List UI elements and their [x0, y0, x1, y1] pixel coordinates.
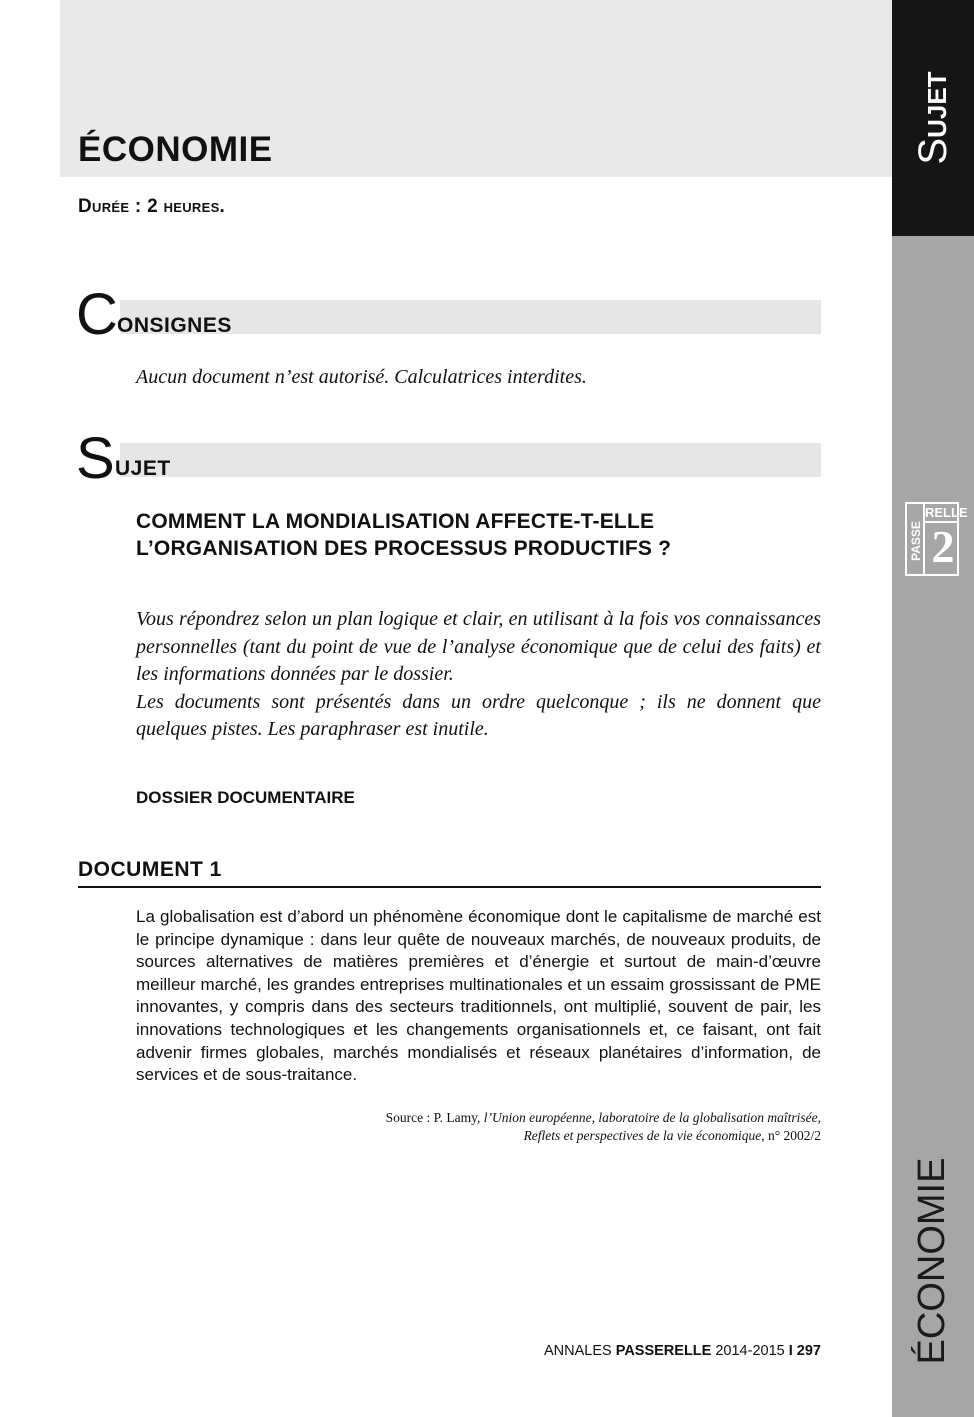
footer-separator: I	[788, 1343, 793, 1359]
instructions	[136, 606, 821, 744]
question-line-1: COMMENT LA MONDIALISATION AFFECTE-T-ELLE	[136, 510, 655, 533]
page-footer	[544, 1343, 821, 1359]
source-journal: Reflets et perspectives de la vie économique	[523, 1128, 762, 1143]
sidebar-sujet-label	[911, 38, 955, 198]
question-line-2: L’ORGANISATION DES PROCESSUS PRODUCTIFS ?	[136, 537, 672, 560]
page-title: ÉCONOMIE	[78, 130, 273, 169]
sidebar-sujet-rest: UJET	[922, 71, 952, 138]
footer-years: 2014-2015	[711, 1343, 789, 1359]
sidebar-sujet-initial: S	[911, 137, 955, 165]
consignes-initial: C	[76, 282, 118, 347]
document-1-heading: DOCUMENT 1	[78, 858, 821, 888]
subject-question	[136, 508, 836, 562]
sujet-initial: S	[76, 426, 115, 491]
consignes-heading: ONSIGNES	[117, 314, 232, 337]
document-1-source	[261, 1109, 821, 1145]
source-separator: ,	[817, 1110, 821, 1125]
passerelle-logo	[905, 502, 968, 576]
source-title: l’Union européenne, laboratoire de la globalisation maîtrisée	[483, 1110, 818, 1125]
sidebar-economie-label: ÉCONOMIE	[911, 1157, 953, 1365]
page-number: 297	[792, 1343, 821, 1359]
document-1-text: La globalisation est d’abord un phénomène économique dont le capitalisme de marché est le principe dynamique : dans leur quête de nouveaux marchés, de nouveaux produits, de sources alternatives de matières premières et d’énergie et surtout de main-d’œuvre meilleur marché, les grandes entreprises multinationales et un essaim grossissant de PME innovantes, y compris dans des secteurs traditionnels, ont multiplié, souvent de pair, les innovations technologiques et les changements organisationnels et, ce faisant, ont fait advenir firmes globales, marchés mondialisés et réseaux planétaires d’information, de services et de sous-traitance.	[136, 907, 821, 1085]
instructions-paragraph-2: Les documents sont présentés dans un ordre quelconque ; ils ne donnent que quelques pistes. Les paraphraser est inutile.	[136, 690, 821, 740]
sujet-heading: UJET	[115, 457, 171, 480]
logo-passe: PASSE	[909, 521, 923, 561]
dossier-label: DOSSIER DOCUMENTAIRE	[136, 788, 355, 807]
consignes-text: Aucun document n’est autorisé. Calculatrices interdites.	[136, 366, 587, 388]
footer-annales: ANNALES	[543, 1343, 616, 1359]
instructions-paragraph-1: Vous répondrez selon un plan logique et clair, en utilisant à la fois vos connaissances personnelles (tant du point de vue de l’analyse économique que de celui des faits) et les informations données par le dossier.	[136, 608, 821, 685]
footer-brand: PASSERELLE	[615, 1343, 712, 1359]
duration-label: Durée : 2 heures.	[78, 196, 226, 217]
logo-number: 2	[931, 521, 955, 572]
sujet-band	[120, 443, 821, 477]
source-prefix: Source : P. Lamy,	[385, 1110, 484, 1125]
logo-relle: RELLE	[925, 504, 959, 523]
source-issue: , n° 2002/2	[761, 1128, 821, 1143]
